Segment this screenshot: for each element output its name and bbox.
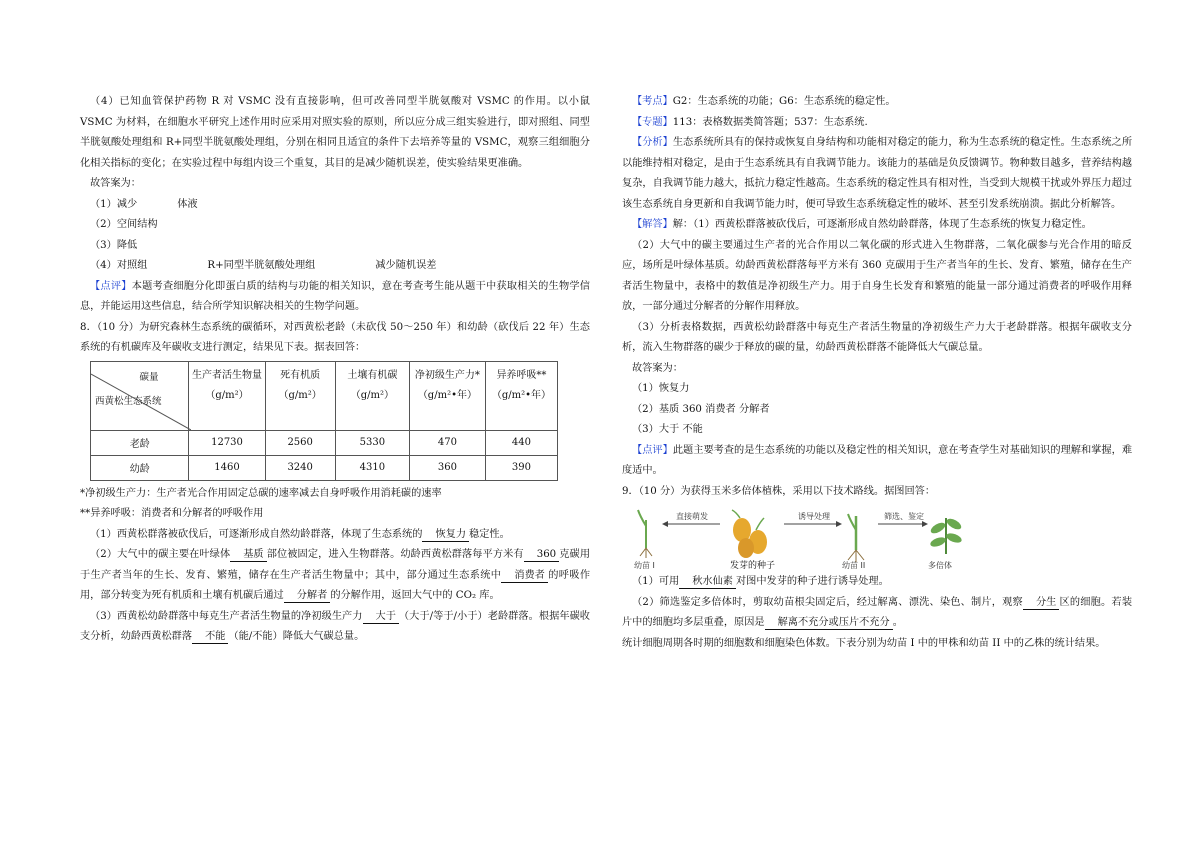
jieda-2: （2）大气中的碳主要通过生产者的光合作用以二氧化碳的形式进入生物群落，二氧化碳参与光合作用的暗反应，场所是叶绿体基质。幼龄西黄松群落每平方米有 360 克碳用于生产者当年的生长、发育、繁殖，储存在生产者活生物量中，表格中的数值是净初级生产力。用于自身生长发育和繁殖的能量一部分通过消费者的呼吸作用释放，一部分通过分解者的分解作用释放。 [622,239,1132,312]
comment-text: 本题考查细胞分化即蛋白质的结构与功能的相关知识，意在考查考生能从题干中获取相关的生物学信息，并能运用这些信息，结合所学知识解决相关的生物学问题。 [80,280,590,312]
note-1: *净初级生产力：生产者光合作用固定总碳的速率减去自身呼吸作用消耗碳的速率 [80,487,442,499]
q9-part-1 [622,572,1132,593]
table-corner [91,361,189,430]
kaodian [622,92,1132,113]
label-polyploid: 多倍体 [928,561,952,570]
dianping-tag: 【点评】 [632,444,673,456]
dianping-text: 此题主要考查的是生态系统的功能以及稳定性的相关知识，意在考查学生对基础知识的理解和掌握，难度适中。 [622,444,1133,476]
q8-2-text-b: 部位被固定，进入生物群落。幼龄西黄松群落每平方米有 [266,549,524,560]
jieda-1 [622,215,1132,236]
q8-part-2 [80,545,590,607]
table-cell: 5330 [335,430,409,455]
q8-part-1 [80,525,590,546]
answer-2: （2）空间结构 [90,219,158,230]
label-seedling-2: 幼苗 II [842,561,866,570]
header-unit: （g/m²） [205,389,249,401]
q8-2-answer-4: 分解者 [284,589,331,603]
row-label: 老龄 [91,430,189,455]
q9-1-text: （1）可用 [632,576,680,587]
q9-2-answer-2: 解离不充分或压片不充分 [765,616,893,630]
corner-top-label: 碳量 [139,371,159,383]
header-name: 死有机质 [280,369,321,381]
table-header-cell [265,361,335,430]
table-cell: 3240 [265,455,335,480]
zhuanti-text: 113：表格数据类简答题；537：生态系统. [672,116,868,128]
table-cell: 440 [485,430,557,455]
answer-right-1: （1）恢复力 [632,383,690,394]
answer-4-x: 对照组 [116,260,148,271]
jieda-tag: 【解答】 [632,219,673,230]
answer-intro-right: 故答案为： [632,362,683,374]
answer-4 [80,256,590,277]
question-8: 8．（10 分）为研究森林生态系统的碳循环，对西黄松老龄（未砍伐 50～250 年）和幼龄（砍伐后 22 年）生态系统的有机碳库及年碳收支进行测定，结果见下表。据表回答： [80,321,590,353]
comment-tag: 【点评】 [90,280,132,292]
q8-2-answer-1: 基质 [230,548,266,562]
q9-1-text-end: 对图中发芽的种子进行诱导处理。 [735,576,889,587]
q8-3-text-b: （大于/等于/小于）老龄群落。根据年碳收支分析，幼龄西黄松群落 [80,610,590,642]
answer-right-3: （3）大于 不能 [632,424,703,435]
q9-2-text-c: 。 [892,617,903,628]
q8-1-text-end: 稳定性。 [469,528,510,540]
jieda-3: （3）分析表格数据，西黄松幼龄群落中每克生产者活生物量的净初级生产力大于老龄群落。根据年碳收支分析，流入生物群落的碳少于释放的碳的量，幼龄西黄松群落不能降低大气碳总量。 [622,321,1132,353]
table-header-row [91,361,558,430]
dianping [622,441,1132,482]
q8-3-text-c: （能/不能）降低大气碳总量。 [228,631,365,642]
answer-1-num: （1） [90,198,117,210]
note-2: **异养呼吸：消费者和分解者的呼吸作用 [80,508,264,519]
table-row [91,455,558,480]
label-direct: 直接萌发 [676,512,708,521]
kaodian-tag: 【考点】 [632,96,673,107]
answer-1 [80,195,590,216]
q9-2-text-a: （2）筛选鉴定多倍体时，剪取幼苗根尖固定后，经过解离、漂洗、染色、制片，观察 [632,596,1023,608]
header-name: 异养呼吸** [496,369,547,381]
table-cell: 12730 [189,430,265,455]
comment [80,277,590,318]
q8-2-text-c: 克碳用于生产者当年的生长、发育、繁殖，储存在生产者活生物量中；其中，部分通过生态系统中 [80,549,591,581]
header-unit: （g/m²•年） [491,389,552,401]
question-9: 9．（10 分）为获得玉米多倍体植株，采用以下技术路线。据图回答： [622,485,936,497]
seedling-1-image [638,510,652,558]
q8-1-text: （1）西黄松群落被砍伐后，可逐渐形成自然幼龄群落，体现了生态系统的 [90,528,423,540]
q8-1-answer: 恢复力 [422,528,469,542]
label-induce: 诱导处理 [798,512,830,521]
right-column [622,92,1132,654]
q8-2-answer-2: 360 [524,548,559,562]
table-header-cell [485,361,557,430]
q9-2-text-b: 区的细胞。若装片中的细胞均多层重叠，原因是 [622,596,1133,628]
q8-2-answer-3: 消费者 [501,569,548,583]
table-header-cell [409,361,485,430]
left-column [80,92,590,648]
table-cell: 2560 [265,430,335,455]
table-cell: 470 [409,430,485,455]
q8-2-text-d: 的呼吸作用，部分转变为死有机质和土壤有机碳后通过 [80,569,591,601]
answer-3: （3）降低 [90,239,138,251]
table-cell: 360 [409,455,485,480]
label-screen: 筛选、鉴定 [884,512,924,521]
carbon-table-wrap [90,361,590,481]
row-label: 幼龄 [91,455,189,480]
label-seedling-1: 幼苗 I [634,561,655,570]
table-header-cell [335,361,409,430]
header-name: 生产者活生物量 [192,369,262,381]
fenxi-text: 生态系统所具有的保持或恢复自身结构和功能相对稳定的能力，称为生态系统的稳定性。生态系统之所以能维持相对稳定，是由于生态系统具有自我调节能力。该能力的基础是负反馈调节。物种数目越多，营养结构越复杂，自我调节能力越大，抵抗力稳定性越高。生态系统的稳定性具有相对性，当受到大规模干扰或外界压力超过该生态系统自身更新和自我调节能力时，便可导致生态系统稳定性的破坏、甚至引发系统崩溃。据此分析解答。 [622,137,1133,210]
table-row [91,430,558,455]
label-seeds: 发芽的种子 [730,561,776,571]
q4-analysis: （4）已知血管保护药物 R 对 VSMC 没有直接影响，但可改善同型半胱氨酸对 VSMC 的作用。以小鼠 VSMC 为材料，在细胞水平研究上述作用时应采用对照实验的原则，所以应分成三组实验进行，即对照组、同型半胱氨酸处理组和 R+同型半胱氨酸处理组，分别在相同且适宜的条件下去培养等量的 VSMC，观察三组细胞分化相关指标的变化；在实验过程中每组内设三个重复，其目的是减少随机误差，使实验结果更准确。 [80,96,590,169]
zhuanti [622,113,1132,134]
seeds-image [732,510,767,558]
q8-2-text-a: （2）大气中的碳主要在叶绿体 [90,549,231,560]
q9-part-2 [622,593,1132,634]
answer-4-y: R+同型半胱氨酸处理组 [207,260,316,271]
zhuanti-tag: 【专题】 [632,116,673,128]
polyploid-diagram [632,508,962,570]
q8-3-answer-2: 不能 [192,630,228,644]
fenxi [622,133,1132,215]
q8-3-text-a: （3）西黄松幼龄群落中每克生产者活生物量的净初级生产力 [90,610,363,622]
header-name: 净初级生产力* [414,369,480,381]
answer-1-x: 减少 [116,198,138,210]
header-unit: （g/m²） [350,389,394,401]
q8-2-text-e: 的分解作用，返回大气中的 CO₂ 库。 [330,590,500,601]
q9-2-answer-1: 分生 [1023,596,1059,610]
corner-bottom-label: 西黄松生态系统 [95,395,162,407]
answer-4-z: 减少随机误差 [375,260,437,271]
table-cell: 390 [485,455,557,480]
answer-intro: 故答案为： [90,178,141,189]
carbon-table [90,361,558,481]
answer-1-y: 体液 [177,198,198,210]
q8-3-answer-1: 大于 [363,610,399,624]
seedling-2-image [848,514,864,562]
fenxi-tag: 【分析】 [632,137,673,148]
answer-4-num: （4） [90,260,117,271]
table-cell: 4310 [335,455,409,480]
header-unit: （g/m²） [278,389,322,401]
q8-part-3 [80,607,590,648]
q9-stats: 统计细胞周期各时期的细胞数和细胞染色体数。下表分别为幼苗 I 中的甲株和幼苗 II 中的乙株的统计结果。 [622,637,1106,649]
table-cell: 1460 [189,455,265,480]
q9-1-answer: 秋水仙素 [679,575,736,589]
jieda-text-1: 解：（1）西黄松群落被砍伐后，可逐渐形成自然幼龄群落，体现了生态系统的恢复力稳定性。 [672,219,1092,230]
answer-right-2: （2）基质 360 消费者 分解者 [632,403,770,415]
table-header-cell [189,361,265,430]
kaodian-text: G2：生态系统的功能；G6：生态系统的稳定性。 [672,96,896,107]
header-name: 土壤有机碳 [347,369,398,381]
header-unit: （g/m²•年） [417,389,477,401]
polyploid-image [929,517,962,554]
